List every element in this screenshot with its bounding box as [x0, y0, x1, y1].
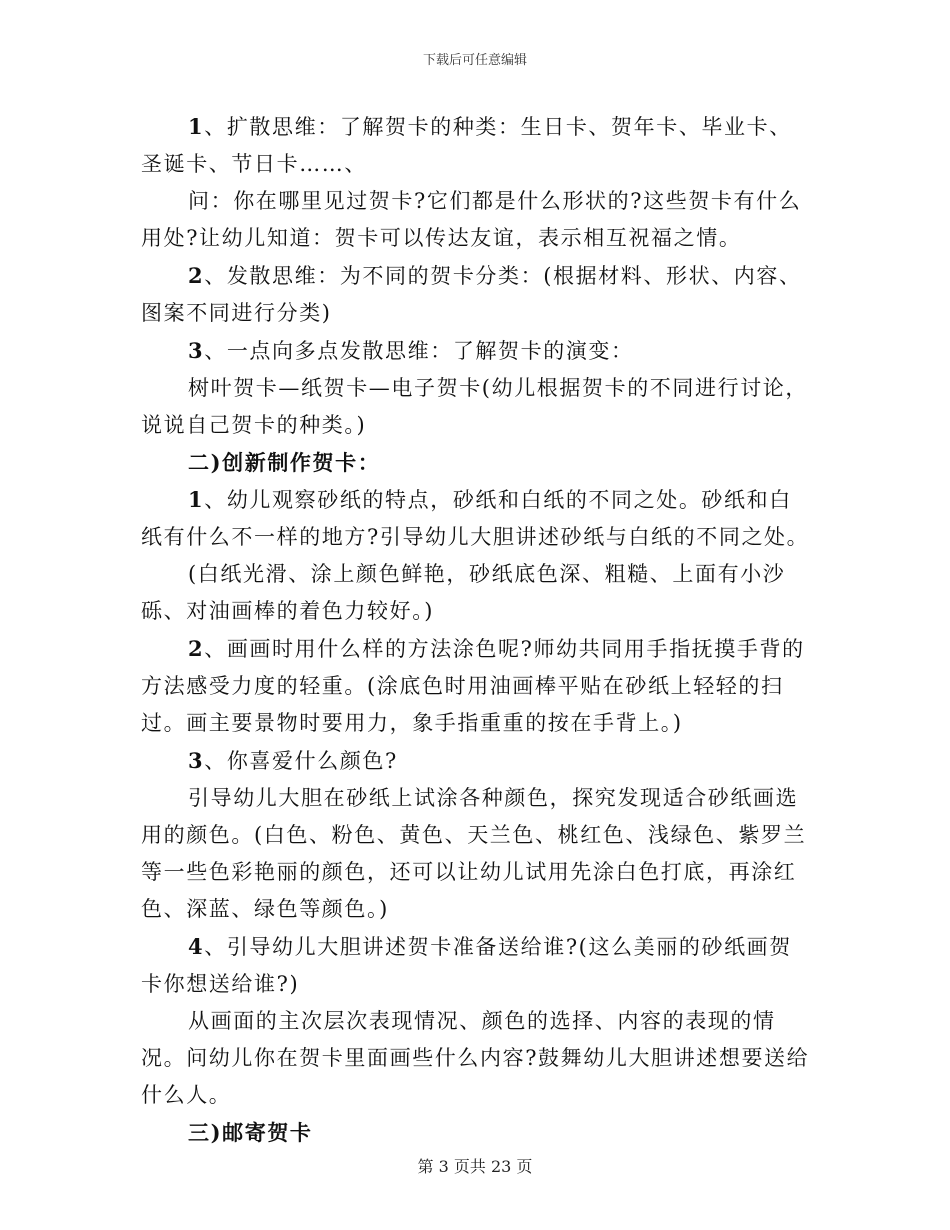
paragraph-4: [141, 332, 813, 370]
paragraph-3: [141, 257, 813, 332]
paragraph-10: [141, 742, 813, 780]
paragraph-1: [141, 108, 813, 183]
section-heading-2: [141, 444, 813, 481]
paragraph-text: 问：你在哪里见过贺卡?它们都是什么形状的?这些贺卡有什么用处?让幼儿知道：贺卡可以传达友谊，表示相互祝福之情。: [141, 189, 802, 250]
paragraph-11: [141, 780, 813, 928]
document-body: [141, 108, 813, 1151]
paragraph-text: 、画画时用什么样的方法涂色呢?师幼共同用手指抚摸手背的方法感受力度的轻重。(涂底色时用油画棒平贴在砂纸上轻轻的扫过。画主要景物时要用力，象手指重重的按在手背上。): [141, 637, 805, 735]
paragraph-13: [141, 1003, 813, 1114]
item-number: 2: [188, 636, 205, 661]
paragraph-text: 、扩散思维：了解贺卡的种类：生日卡、贺年卡、毕业卡、圣诞卡、节日卡……、: [141, 115, 792, 176]
item-number: 4: [188, 934, 205, 959]
paragraph-text: 引导幼儿大胆在砂纸上试涂各种颜色，探究发现适合砂纸画选用的颜色。(白色、粉色、黄色、天兰色、桃红色、浅绿色、紫罗兰等一些色彩艳丽的颜色，还可以让幼儿试用先涂白色打底，再涂红色、深蓝、绿色等颜色。): [141, 786, 807, 921]
paragraph-text: 、你喜爱什么颜色?: [204, 749, 398, 773]
paragraph-text: 、发散思维：为不同的贺卡分类：(根据材料、形状、内容、图案不同进行分类): [141, 264, 802, 325]
paragraph-5: [141, 370, 813, 444]
paragraph-text: 、幼儿观察砂纸的特点，砂纸和白纸的不同之处。砂纸和白纸有什么不一样的地方?引导幼儿大胆讲述砂纸与白纸的不同之处。: [141, 488, 810, 549]
paragraph-text: (白纸光滑、涂上颜色鲜艳，砂纸底色深、粗糙、上面有小沙砾、对油画棒的着色力较好。): [141, 562, 786, 623]
paragraph-text: 、引导幼儿大胆讲述贺卡准备送给谁?(这么美丽的砂纸画贺卡你想送给谁?): [141, 935, 792, 996]
section-heading-3: [141, 1114, 813, 1151]
item-number: 1: [188, 487, 205, 512]
paragraph-12: [141, 928, 813, 1003]
heading-text: 三)邮寄贺卡: [188, 1120, 313, 1145]
paragraph-7: [141, 481, 813, 556]
paragraph-9: [141, 630, 813, 742]
paragraph-text: 从画面的主次层次表现情况、颜色的选择、内容的表现的情况。问幼儿你在贺卡里面画些什么内容?鼓舞幼儿大胆讲述想要送给什么人。: [141, 1009, 810, 1107]
item-number: 3: [188, 338, 205, 363]
paragraph-2: [141, 183, 813, 257]
paragraph-text: 树叶贺卡—纸贺卡—电子贺卡(幼儿根据贺卡的不同进行讨论，说说自己贺卡的种类。): [141, 376, 808, 437]
paragraph-8: [141, 556, 813, 630]
page-header: 下载后可任意编辑: [422, 53, 527, 68]
item-number: 1: [188, 114, 205, 139]
page-footer: 第 3 页共 23 页: [417, 1157, 533, 1176]
heading-text: 二)创新制作贺卡：: [188, 450, 381, 475]
paragraph-text: 、一点向多点发散思维：了解贺卡的演变：: [204, 339, 634, 363]
item-number: 3: [188, 748, 205, 773]
item-number: 2: [188, 263, 205, 288]
